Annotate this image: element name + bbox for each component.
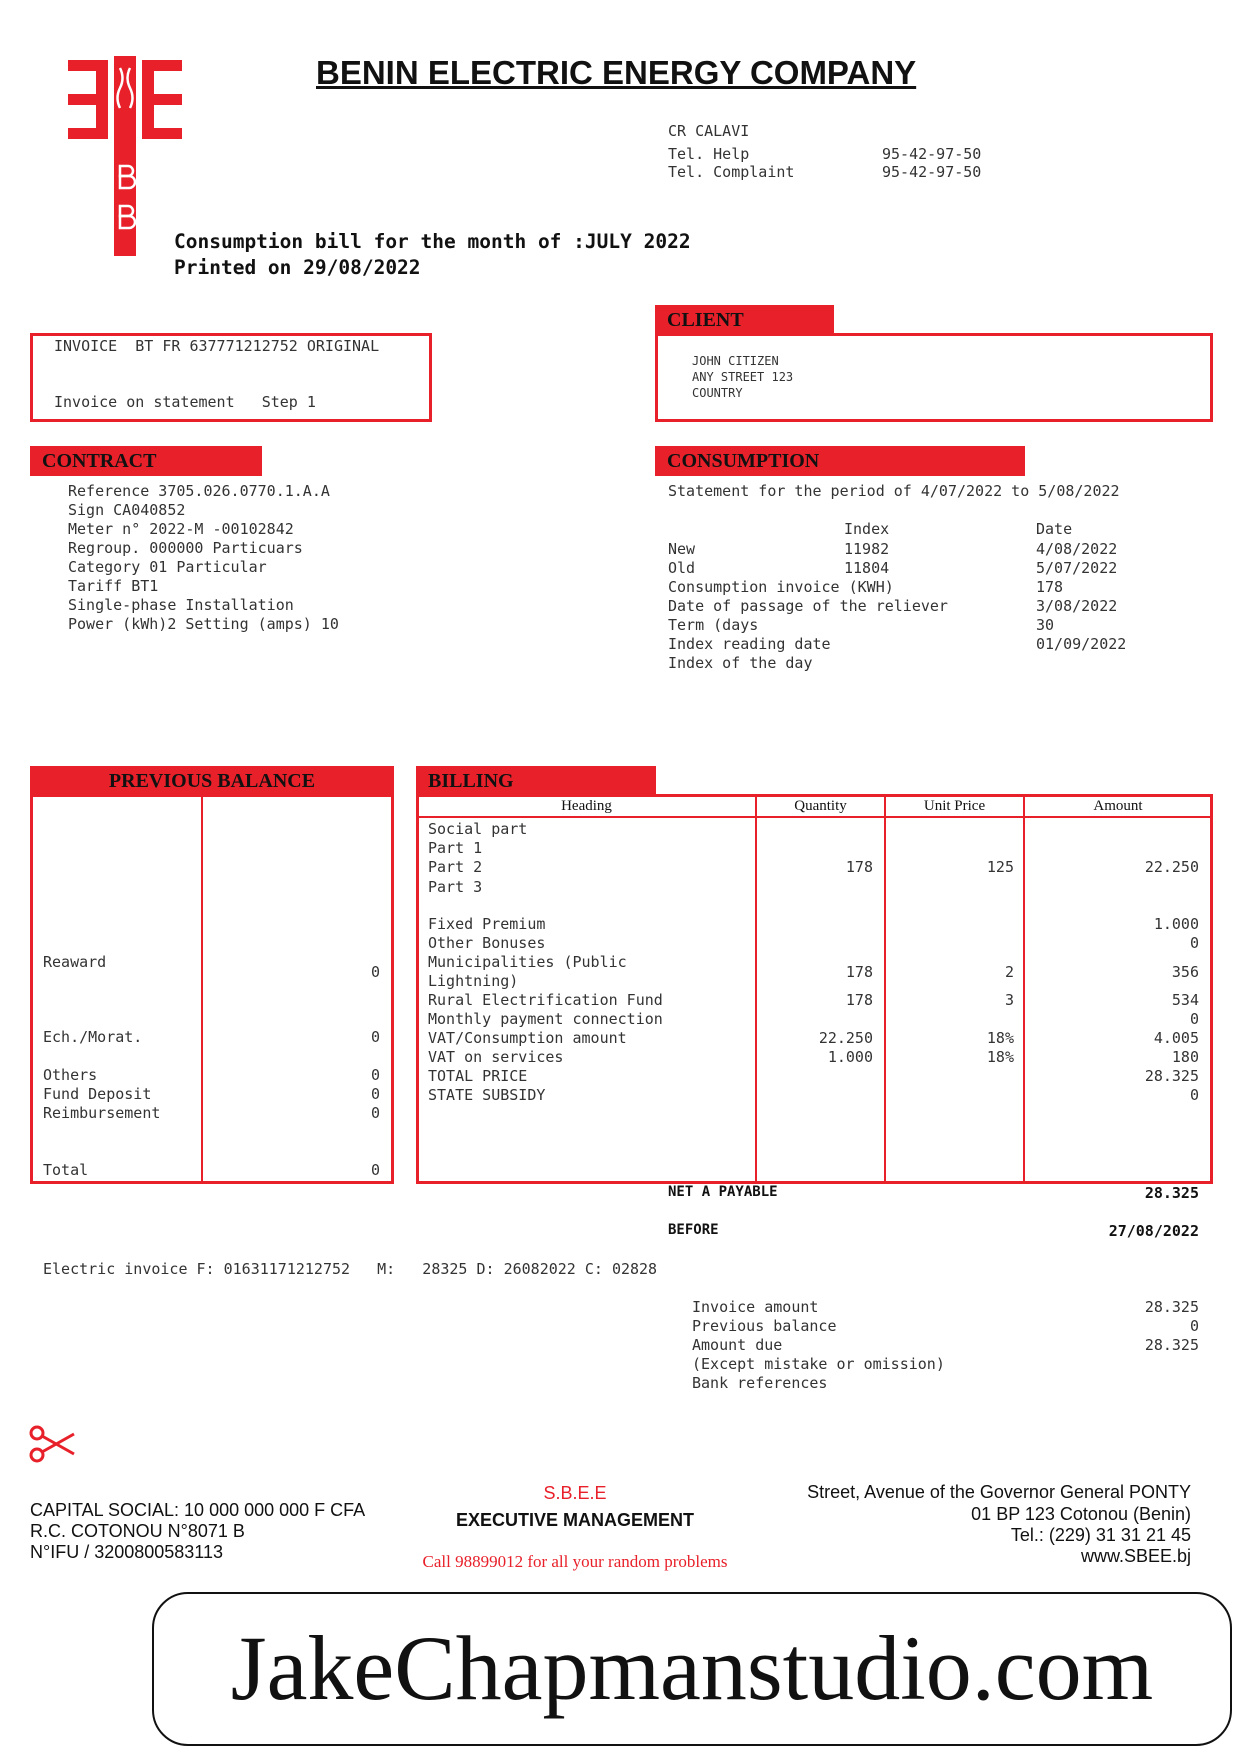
previous-balance-tab: PREVIOUS BALANCE: [30, 766, 394, 796]
watermark-text: JakeChapmanstudio.com: [230, 1617, 1154, 1719]
billing-header-rule: [418, 816, 1211, 818]
consumption-row: [668, 578, 1188, 597]
vat-consumption-unit-price: 18%: [986, 1029, 1014, 1047]
summary-except-note: (Except mistake or omission): [692, 1355, 945, 1373]
consumption-period: Statement for the period of 4/07/2022 to 5/08/2022: [668, 482, 1120, 500]
row-index: 11804: [844, 559, 890, 577]
summary-amount-due: 28.325: [1144, 1336, 1199, 1354]
header-quantity: Quantity: [794, 798, 847, 814]
billing-tab: BILLING: [416, 766, 656, 796]
billing-vat-services: VAT on services: [428, 1048, 564, 1066]
complaint-number: 95-42-97-50: [882, 163, 982, 181]
rural-quantity: 178: [845, 991, 873, 1009]
billing-fixed-premium: Fixed Premium: [428, 915, 546, 933]
contract-tab: CONTRACT: [30, 446, 262, 476]
billing-vat-consumption: VAT/Consumption amount: [428, 1029, 627, 1047]
total-value: 0: [370, 1161, 380, 1179]
office-name: CR CALAVI: [668, 122, 750, 140]
billing-divider-3: [1023, 796, 1025, 1182]
footer-call: Call 98899012 for all your random problems: [422, 1552, 728, 1571]
consumption-row: [668, 559, 1188, 578]
reimbursement-value: 0: [370, 1104, 380, 1122]
row-index: 11982: [844, 540, 890, 558]
state-subsidy-amount: 0: [1189, 1086, 1199, 1104]
electric-invoice-line: Electric invoice F: 01631171212752 M: 28325 D: 26082022 C: 02828: [43, 1260, 658, 1278]
company-name: BENIN ELECTRIC ENERGY COMPANY: [316, 54, 917, 91]
footer-bp: 01 BP 123 Cotonou (Benin): [971, 1504, 1191, 1524]
footer-tel: Tel.: (229) 31 31 21 45: [1010, 1525, 1191, 1545]
summary-invoice-amount-label: Invoice amount: [692, 1298, 819, 1316]
billing-monthly: Monthly payment connection: [428, 1010, 663, 1028]
municipalities-quantity: 178: [845, 963, 873, 981]
bill-title: Consumption bill for the month of :JULY 2022: [174, 230, 691, 253]
rural-amount: 534: [1171, 991, 1199, 1009]
billing-part3: Part 3: [428, 878, 483, 896]
contract-reference: Reference 3705.026.0770.1.A.A: [68, 482, 330, 500]
row-label: Term (days: [668, 616, 759, 634]
other-bonuses-amount: 0: [1189, 934, 1199, 952]
contract-sign: Sign CA040852: [68, 501, 186, 519]
part2-quantity: 178: [845, 858, 873, 876]
header-unit-price: Unit Price: [923, 798, 986, 814]
billing-part2: Part 2: [428, 858, 483, 876]
consumption-rows: [668, 540, 1188, 673]
row-value: 178: [1036, 578, 1064, 596]
row-value: 5/07/2022: [1036, 559, 1118, 577]
billing-part1: Part 1: [428, 839, 483, 857]
billing-divider-2: [884, 796, 886, 1182]
sbee-logo-icon: [68, 56, 182, 256]
municipalities-amount: 356: [1171, 963, 1199, 981]
part2-unit-price: 125: [986, 858, 1014, 876]
footer-capital: CAPITAL SOCIAL: 10 000 000 000 F CFA: [30, 1500, 366, 1520]
row-value: 01/09/2022: [1036, 635, 1127, 653]
row-label: Consumption invoice (KWH): [668, 578, 894, 596]
row-value: 30: [1036, 616, 1055, 634]
scissors-icon: [28, 1424, 78, 1464]
billing-municipalities: Municipalities (Public: [428, 953, 627, 971]
footer-sbee: S.B.E.E: [543, 1483, 607, 1503]
consumption-tab: CONSUMPTION: [655, 446, 1025, 476]
reimbursement-label: Reimbursement: [43, 1104, 161, 1122]
fund-deposit-label: Fund Deposit: [43, 1085, 152, 1103]
reaward-value: 0: [370, 963, 380, 981]
client-tab: CLIENT: [655, 305, 834, 335]
billing-total-price: TOTAL PRICE: [428, 1067, 528, 1085]
contract-regroup: Regroup. 000000 Particuars: [68, 539, 303, 557]
previous-balance-divider: [201, 796, 203, 1182]
ech-label: Ech./Morat.: [43, 1028, 143, 1046]
contract-installation: Single-phase Installation: [68, 596, 294, 614]
consumption-row: [668, 540, 1188, 559]
summary-previous-balance-label: Previous balance: [692, 1317, 837, 1335]
previous-balance-box: [30, 794, 394, 1184]
vat-services-unit-price: 18%: [986, 1048, 1014, 1066]
client-country: COUNTRY: [692, 386, 743, 400]
consumption-row: [668, 654, 1188, 673]
header-amount: Amount: [1093, 798, 1143, 814]
summary-bank-references: Bank references: [692, 1374, 828, 1392]
billing-divider-1: [755, 796, 757, 1182]
client-name: JOHN CITIZEN: [692, 354, 779, 368]
billing-social-part: Social part: [428, 820, 528, 838]
footer-street: Street, Avenue of the Governor General PONTY: [807, 1482, 1191, 1502]
vat-services-quantity: 1.000: [827, 1048, 873, 1066]
vat-consumption-quantity: 22.250: [818, 1029, 873, 1047]
help-label: Tel. Help: [668, 145, 750, 163]
before-date: 27/08/2022: [1108, 1222, 1199, 1240]
footer-rc: R.C. COTONOU N°8071 B: [30, 1521, 245, 1541]
billing-municipalities-2: Lightning): [428, 972, 519, 990]
vat-consumption-amount: 4.005: [1153, 1029, 1199, 1047]
row-label: New: [668, 540, 696, 558]
footer-management: EXECUTIVE MANAGEMENT: [455, 1510, 695, 1530]
municipalities-unit-price: 2: [1004, 963, 1014, 981]
vat-services-amount: 180: [1171, 1048, 1199, 1066]
ech-value: 0: [370, 1028, 380, 1046]
row-value: 3/08/2022: [1036, 597, 1118, 615]
consumption-row: [668, 616, 1188, 635]
contract-power: Power (kWh)2 Setting (amps) 10: [68, 615, 339, 633]
others-label: Others: [43, 1066, 98, 1084]
billing-other-bonuses: Other Bonuses: [428, 934, 546, 952]
row-label: Index reading date: [668, 635, 831, 653]
client-street: ANY STREET 123: [692, 370, 794, 384]
monthly-amount: 0: [1189, 1010, 1199, 1028]
summary-invoice-amount: 28.325: [1144, 1298, 1199, 1316]
invoice-step: Invoice on statement Step 1: [54, 393, 316, 411]
rural-unit-price: 3: [1004, 991, 1014, 1009]
complaint-label: Tel. Complaint: [668, 163, 795, 181]
contract-meter: Meter n° 2022-M -00102842: [68, 520, 294, 538]
net-payable-value: 28.325: [1144, 1184, 1199, 1202]
total-label: Total: [43, 1161, 89, 1179]
invoice-number: INVOICE BT FR 637771212752 ORIGINAL: [54, 337, 380, 355]
header-heading: Heading: [561, 798, 612, 814]
consumption-row: [668, 597, 1188, 616]
before-label: BEFORE: [668, 1222, 719, 1238]
footer-ifu: N°IFU / 3200800583113: [30, 1542, 223, 1562]
help-number: 95-42-97-50: [882, 145, 982, 163]
footer-website: www.SBEE.bj: [1080, 1546, 1191, 1566]
billing-box: [416, 794, 1213, 1184]
row-label: Date of passage of the reliever: [668, 597, 948, 615]
consumption-col-date: Date: [1036, 520, 1073, 538]
fund-deposit-value: 0: [370, 1085, 380, 1103]
row-label: Index of the day: [668, 654, 813, 672]
billing-rural: Rural Electrification Fund: [428, 991, 663, 1009]
total-price-amount: 28.325: [1144, 1067, 1199, 1085]
row-value: 4/08/2022: [1036, 540, 1118, 558]
contract-category: Category 01 Particular: [68, 558, 267, 576]
consumption-row: [668, 635, 1188, 654]
fixed-premium-amount: 1.000: [1153, 915, 1199, 933]
summary-amount-due-label: Amount due: [692, 1336, 783, 1354]
summary-previous-balance: 0: [1189, 1317, 1199, 1335]
printed-date: Printed on 29/08/2022: [174, 256, 421, 279]
consumption-col-index: Index: [844, 520, 890, 538]
others-value: 0: [370, 1066, 380, 1084]
row-label: Old: [668, 559, 696, 577]
contract-tariff: Tariff BT1: [68, 577, 159, 595]
reaward-label: Reaward: [43, 953, 107, 971]
billing-state-subsidy: STATE SUBSIDY: [428, 1086, 546, 1104]
contract-details: [68, 482, 339, 634]
net-payable-label: NET A PAYABLE: [668, 1184, 778, 1200]
part2-amount: 22.250: [1144, 858, 1199, 876]
